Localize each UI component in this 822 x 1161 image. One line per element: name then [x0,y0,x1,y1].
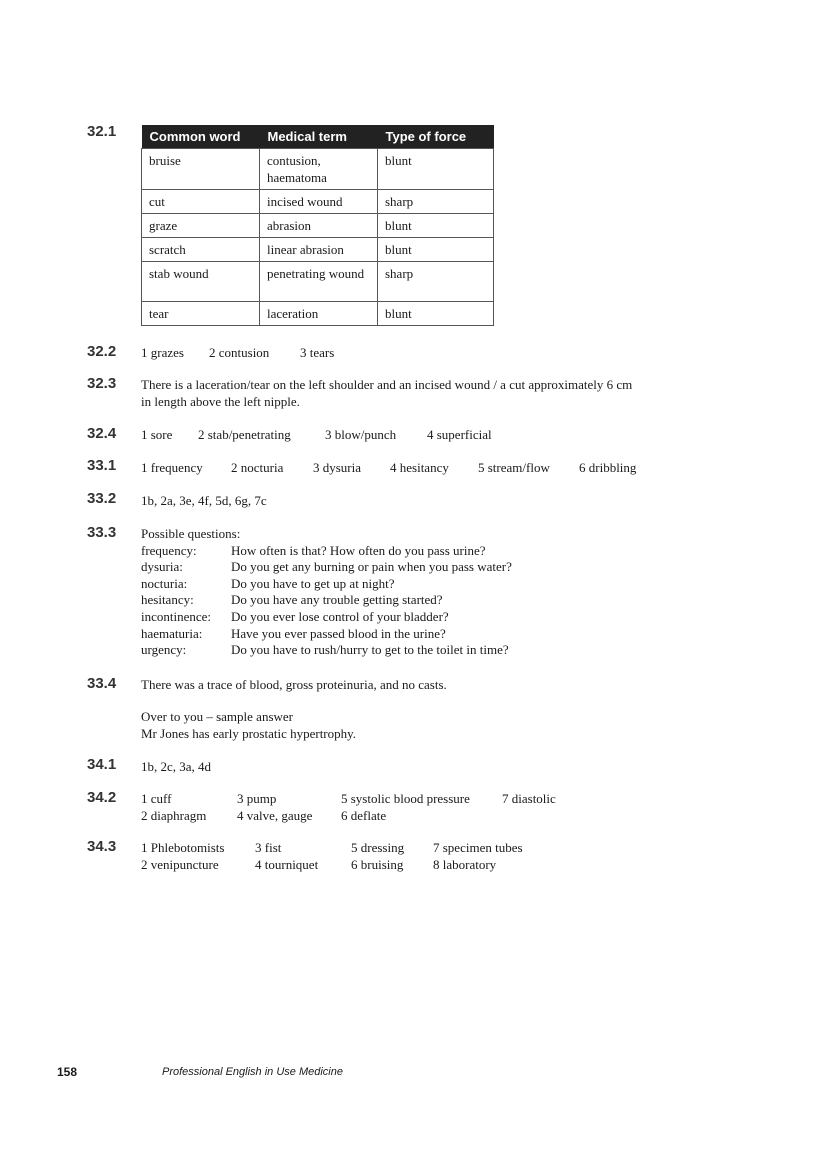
answer-item: 6 bruising [351,857,404,872]
table-cell: blunt [378,302,494,326]
section-number-32-4: 32.4 [87,425,117,442]
answer-item: 5 stream/flow [478,460,550,475]
question-label: hesitancy: [141,592,194,607]
page-number: 158 [57,1065,78,1079]
table-cell: abrasion [260,214,378,238]
answer-item: 6 deflate [341,808,387,823]
section-number-33-1: 33.1 [87,457,117,474]
question-text: Do you get any burning or pain when you pass water? [231,559,512,574]
answer-item: 1 grazes [141,345,184,360]
answer-item: 7 specimen tubes [433,840,523,855]
section-number-34-1: 34.1 [87,756,117,773]
table-cell: contusion, haematoma [260,149,378,190]
table-row [142,149,494,190]
question-text: Have you ever passed blood in the urine? [231,626,446,641]
table-cell: penetrating wound [260,262,378,302]
answer-item: 2 venipuncture [141,857,219,872]
over-to-you-text: Mr Jones has early prostatic hypertrophy. [141,726,357,741]
table-row [142,214,494,238]
answer-item: 3 dysuria [313,460,362,475]
column-header: Common word [142,125,260,149]
answer-item: 6 dribbling [579,460,637,475]
table-cell: laceration [260,302,378,326]
column-header: Medical term [260,125,378,149]
section-number-32-2: 32.2 [87,343,117,360]
table-cell: blunt [378,214,494,238]
answer-item: 3 tears [300,345,335,360]
answer-item: 2 contusion [209,345,270,360]
question-label: frequency: [141,543,197,558]
answer-item: 2 diaphragm [141,808,207,823]
table-row [142,238,494,262]
answer-item: 3 pump [237,791,277,806]
question-text: Do you have any trouble getting started? [231,592,443,607]
answer-item: 4 tourniquet [255,857,319,872]
table-cell: blunt [378,149,494,190]
section-number-32-3: 32.3 [87,375,117,392]
answer-text: 1b, 2a, 3e, 4f, 5d, 6g, 7c [141,493,267,508]
answer-item: 4 valve, gauge [237,808,313,823]
table-cell: bruise [142,149,260,190]
answer-text: 1b, 2c, 3a, 4d [141,759,212,774]
question-text: Do you have to rush/hurry to get to the toilet in time? [231,642,509,657]
question-label: urgency: [141,642,187,657]
answer-item: 2 nocturia [231,460,284,475]
answer-item: 4 hesitancy [390,460,449,475]
table-cell: incised wound [260,190,378,214]
answer-item: 4 superficial [427,427,492,442]
section-number-34-3: 34.3 [87,838,117,855]
question-text: Do you ever lose control of your bladder? [231,609,449,624]
table-cell: blunt [378,238,494,262]
table-cell: linear abrasion [260,238,378,262]
table-cell: graze [142,214,260,238]
over-to-you-title: Over to you – sample answer [141,709,293,724]
answer-item: 8 laboratory [433,857,497,872]
answer-item: 1 sore [141,427,173,442]
answer-item: 1 Phlebotomists [141,840,225,855]
column-header: Type of force [378,125,494,149]
section-number-32-1: 32.1 [87,123,117,140]
answer-item: 5 systolic blood pressure [341,791,470,806]
table-cell: cut [142,190,260,214]
answer-text: There was a trace of blood, gross proteinuria, and no casts. [141,677,447,692]
question-label: nocturia: [141,576,188,591]
question-text: How often is that? How often do you pass urine? [231,543,486,558]
question-label: haematuria: [141,626,203,641]
answer-text: in length above the left nipple. [141,394,300,409]
question-label: incontinence: [141,609,212,624]
section-number-33-4: 33.4 [87,675,117,692]
section-number-33-3: 33.3 [87,524,117,541]
wound-terms-table [141,125,494,326]
table-row [142,262,494,302]
book-title: Professional English in Use Medicine [162,1066,343,1078]
table-row [142,302,494,326]
answer-item: 1 cuff [141,791,172,806]
table-cell: tear [142,302,260,326]
answer-intro: Possible questions: [141,526,241,541]
answer-text: There is a laceration/tear on the left shoulder and an incised wound / a cut approximately 6 cm [141,377,633,392]
table-row [142,190,494,214]
answer-item: 3 fist [255,840,282,855]
table-cell: sharp [378,262,494,302]
question-label: dysuria: [141,559,183,574]
table-cell: scratch [142,238,260,262]
answer-item: 5 dressing [351,840,405,855]
section-number-33-2: 33.2 [87,490,117,507]
answer-item: 2 stab/penetrating [198,427,291,442]
table-cell: stab wound [142,262,260,302]
question-text: Do you have to get up at night? [231,576,395,591]
answer-item: 7 diastolic [502,791,556,806]
table-cell: sharp [378,190,494,214]
section-number-34-2: 34.2 [87,789,117,806]
answer-item: 3 blow/punch [325,427,397,442]
answer-item: 1 frequency [141,460,203,475]
table-header-row [142,125,494,149]
